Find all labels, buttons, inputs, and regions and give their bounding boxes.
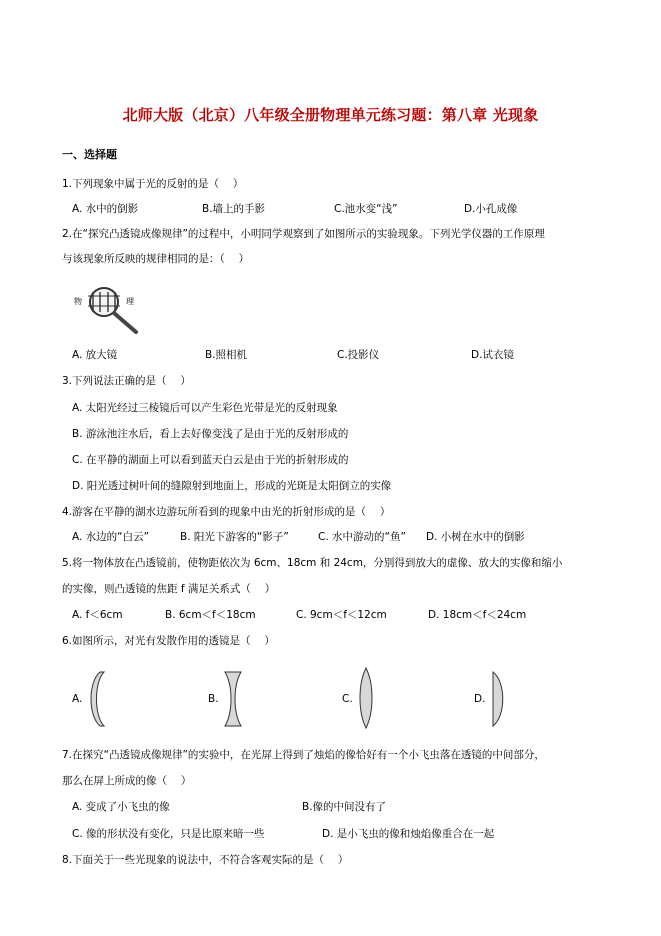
question-7-stem-line-2: 那么在屏上所成的像（ ） xyxy=(62,775,192,787)
question-3-option-c: C. 在平静的湖面上可以看到蓝天白云是由于光的折射形成的 xyxy=(72,454,349,466)
question-4-stem: 4.游客在平静的湖水边游玩所看到的现象中由光的折射形成的是（ ） xyxy=(62,506,391,518)
question-1-option-d: D.小孔成像 xyxy=(464,203,518,215)
question-3-option-b: B. 游泳池注水后，看上去好像变浅了是由于光的反射形成的 xyxy=(72,428,349,440)
question-2-option-b: B.照相机 xyxy=(205,349,248,361)
figure-text-left: 物 xyxy=(74,297,82,306)
question-6-stem: 6.如图所示，对光有发散作用的透镜是（ ） xyxy=(62,635,275,647)
question-5-option-b: B. 6cm＜f＜18cm xyxy=(165,609,256,621)
question-1-option-c: C.池水变“浅” xyxy=(334,203,398,215)
lens-b-biconcave-icon xyxy=(222,670,244,728)
question-3-option-a: A. 太阳光经过三棱镜后可以产生彩色光带是光的反射现象 xyxy=(72,402,338,414)
question-7-option-a: A. 变成了小飞虫的像 xyxy=(72,801,170,813)
lens-a-concave-convex-icon xyxy=(86,670,108,728)
question-2-option-a: A. 放大镜 xyxy=(72,349,118,361)
question-5-stem-line-2: 的实像，则凸透镜的焦距 f 满足关系式（ ） xyxy=(62,583,276,595)
question-1-option-a: A. 水中的倒影 xyxy=(72,203,139,215)
question-7-option-c: C. 像的形状没有变化，只是比原来暗一些 xyxy=(72,828,265,840)
magnifier-handle-shape xyxy=(114,313,136,332)
document-title: 北师大版（北京）八年级全册物理单元练习题：第八章 光现象 xyxy=(122,106,539,124)
question-5-stem-line-1: 5.将一物体放在凸透镜前，使物距依次为 6cm、18cm 和 24cm，分别得到放大的虚像、放大的实像和缩小 xyxy=(62,557,563,569)
magnifier-figure xyxy=(70,282,150,338)
lens-d-plano-convex-icon xyxy=(488,670,510,728)
question-4-option-b: B. 阳光下游客的“影子” xyxy=(180,531,289,543)
question-3-option-d: D. 阳光透过树叶间的缝隙射到地面上，形成的光斑是太阳倒立的实像 xyxy=(72,480,392,492)
question-1-option-b: B.墙上的手影 xyxy=(202,203,266,215)
question-6-option-d: D. xyxy=(474,693,486,705)
question-5-option-a: A. f＜6cm xyxy=(72,609,123,621)
question-4-option-c: C. 水中游动的“鱼” xyxy=(318,531,406,543)
question-2-stem-line-2: 与该现象所反映的规律相同的是：（ ） xyxy=(62,253,250,265)
question-2-stem-line-1: 2.在“探究凸透镜成像规律”的过程中，小明同学观察到了如图所示的实验现象。下列光学仪器的工作原理 xyxy=(62,228,545,240)
question-5-option-d: D. 18cm＜f＜24cm xyxy=(428,609,527,621)
question-7-stem-line-1: 7.在探究“凸透镜成像规律”的实验中，在光屏上得到了烛焰的像恰好有一个小飞虫落在透镜的中间部分， xyxy=(62,749,545,761)
figure-text-mid: 理 xyxy=(126,297,134,306)
question-7-option-b: B.像的中间没有了 xyxy=(302,801,387,813)
question-1-stem: 1.下列现象中属于光的反射的是（ ） xyxy=(62,178,244,190)
question-6-option-a: A. xyxy=(72,693,83,705)
section-heading: 一、选择题 xyxy=(62,148,117,161)
question-2-option-c: C.投影仪 xyxy=(337,349,380,361)
question-4-option-d: D. 小树在水中的倒影 xyxy=(426,531,525,543)
question-2-option-d: D.试衣镜 xyxy=(471,349,514,361)
question-6-option-b: B. xyxy=(208,693,219,705)
question-4-option-a: A. 水边的“白云” xyxy=(72,531,150,543)
lens-c-biconvex-icon xyxy=(356,666,376,730)
question-7-option-d: D. 是小飞虫的像和烛焰像重合在一起 xyxy=(322,828,495,840)
question-3-stem: 3.下列说法正确的是（ ） xyxy=(62,375,191,387)
question-6-option-c: C. xyxy=(342,693,353,705)
question-8-stem: 8.下面关于一些光现象的说法中，不符合客观实际的是（ ） xyxy=(62,854,349,866)
question-5-option-c: C. 9cm＜f＜12cm xyxy=(296,609,387,621)
